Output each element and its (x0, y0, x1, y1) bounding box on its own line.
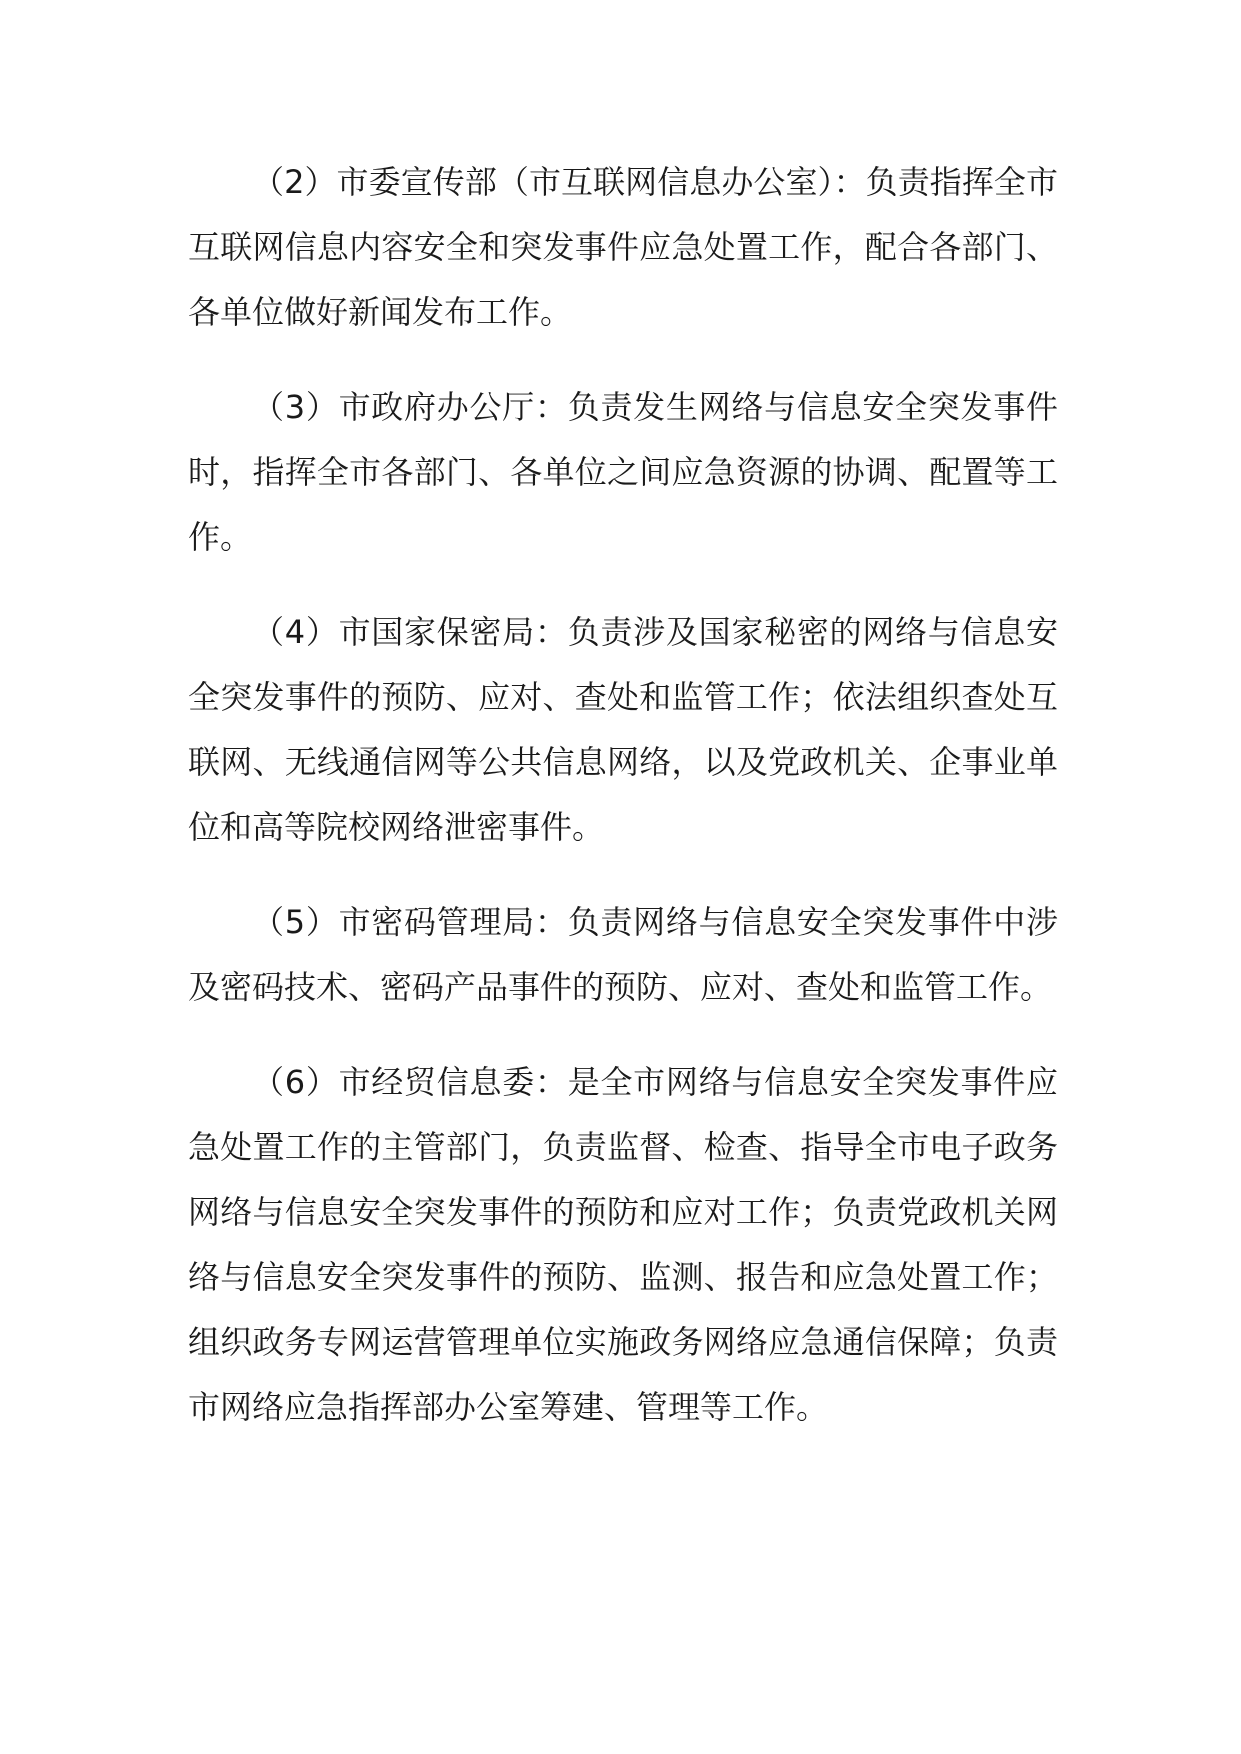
paragraph-4-secrecy-bureau: （4）市国家保密局：负责涉及国家秘密的网络与信息安全突发事件的预防、应对、查处和监管工作；依法组织查处互联网、无线通信网等公共信息网络，以及党政机关、企事业单位和高等院校网络泄密事件。 (188, 613, 1058, 846)
document-body (188, 150, 1058, 1470)
paragraph-3-government-office: （3）市政府办公厅：负责发生网络与信息安全突发事件时，指挥全市各部门、各单位之间应急资源的协调、配置等工作。 (188, 388, 1058, 556)
paragraph-5-cryptography-bureau: （5）市密码管理局：负责网络与信息安全突发事件中涉及密码技术、密码产品事件的预防、应对、查处和监管工作。 (188, 903, 1058, 1006)
paragraph-2-publicity-department: （2）市委宣传部（市互联网信息办公室）：负责指挥全市互联网信息内容安全和突发事件应急处置工作，配合各部门、各单位做好新闻发布工作。 (188, 163, 1058, 331)
paragraph-6-economy-information-commission: （6）市经贸信息委：是全市网络与信息安全突发事件应急处置工作的主管部门，负责监督、检查、指导全市电子政务网络与信息安全突发事件的预防和应对工作；负责党政机关网络与信息安全突发事件的预防、监测、报告和应急处置工作；组织政务专网运营管理单位实施政务网络应急通信保障；负责市网络应急指挥部办公室筹建、管理等工作。 (188, 1063, 1058, 1426)
